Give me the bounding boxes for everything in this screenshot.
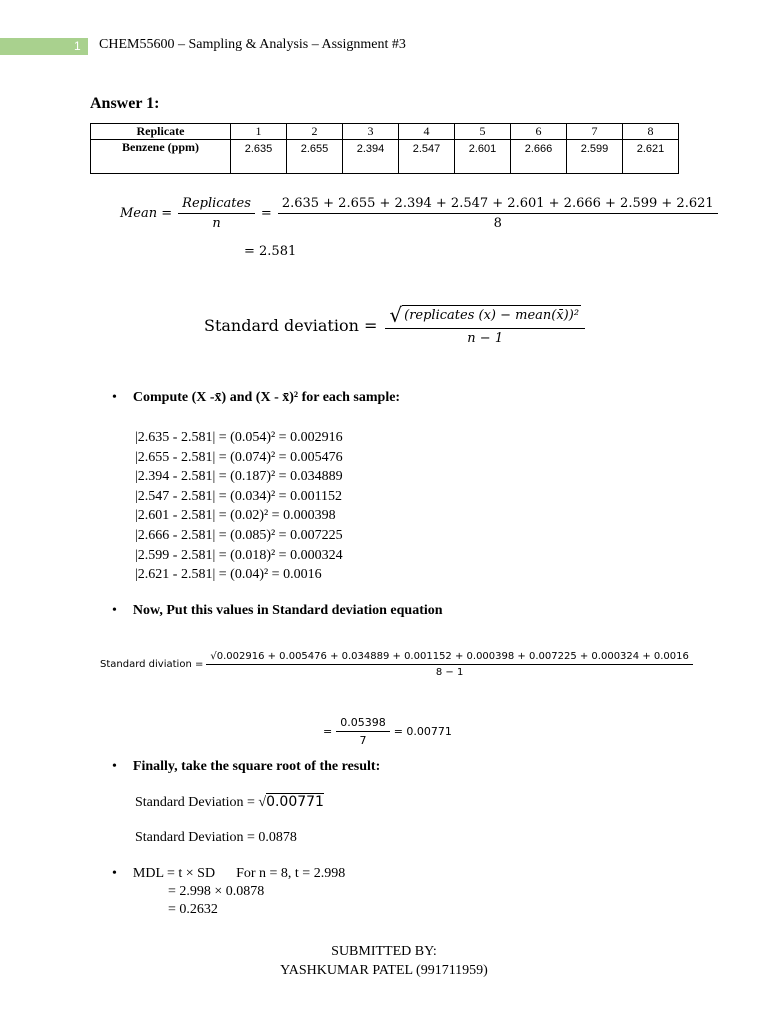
equals-sign: = [260, 206, 272, 221]
bullet-icon: • [112, 759, 117, 774]
sd-step-equation [323, 716, 452, 747]
benzene-value-cell: 2.621 [623, 140, 679, 174]
bullet-put-values [112, 603, 443, 619]
replicate-cell: 8 [623, 124, 679, 140]
sd-division-lhs: Standard diviation = [100, 659, 204, 670]
calc-line: |2.666 - 2.581| = (0.085)² = 0.007225 [135, 527, 343, 543]
bullet-finally [112, 759, 380, 775]
replicate-cell: 7 [567, 124, 623, 140]
benzene-value-cell: 2.599 [567, 140, 623, 174]
mdl-step: = 2.998 × 0.0878 [168, 884, 265, 899]
submitted-block [0, 942, 768, 980]
sd-step-denominator: 7 [359, 734, 367, 747]
benzene-value-cell: 2.655 [287, 140, 343, 174]
calc-line: |2.621 - 2.581| = (0.04)² = 0.0016 [135, 567, 322, 583]
sd-formula-fraction [385, 305, 585, 346]
sd-step-fraction [336, 716, 390, 747]
replicate-cell: 4 [399, 124, 455, 140]
sd-step-numerator: 0.05398 [336, 716, 390, 732]
final-sqrt-line [135, 794, 324, 811]
replicate-cell: 2 [287, 124, 343, 140]
mdl-step: = 0.2632 [168, 902, 218, 917]
bullet-compute-text: Compute (X -x̄) and (X - x̄)² for each sample: [132, 390, 401, 405]
replicate-cell: 6 [511, 124, 567, 140]
mean-sum-denominator: 8 [493, 216, 502, 231]
benzene-value-cell: 2.547 [399, 140, 455, 174]
calc-list [135, 428, 343, 585]
bullet-mdl [112, 866, 345, 882]
sd-formula [204, 305, 585, 346]
sd-formula-lhs: Standard deviation = [204, 316, 378, 335]
sd-division-denominator: 8 − 1 [435, 667, 464, 678]
final-sd-result: Standard Deviation = 0.0878 [135, 830, 297, 845]
benzene-value-cell: 2.601 [455, 140, 511, 174]
calc-line: |2.394 - 2.581| = (0.187)² = 0.034889 [135, 469, 343, 485]
benzene-value-cell: 2.394 [343, 140, 399, 174]
submitted-by-label: SUBMITTED BY: [331, 944, 437, 959]
final-sqrt-value: 0.00771 [266, 794, 324, 810]
replicate-cell: 3 [343, 124, 399, 140]
sd-step-eq: = [323, 725, 333, 738]
answer-heading: Answer 1: [90, 95, 160, 112]
bullet-icon: • [112, 390, 117, 405]
mean-result: = 2.581 [244, 244, 297, 259]
submitter-name: YASHKUMAR PATEL (991711959) [280, 963, 488, 978]
mean-sum-fraction [278, 196, 718, 231]
benzene-value-cell: 2.635 [231, 140, 287, 174]
bullet-mdl-text: MDL = t × SD For n = 8, t = 2.998 [132, 866, 346, 881]
header-title: CHEM55600 – Sampling & Analysis – Assignment #3 [99, 37, 406, 52]
mean-frac-denominator: n [212, 216, 221, 231]
bullet-icon: • [112, 866, 117, 881]
replicate-cell: 5 [455, 124, 511, 140]
calc-line: |2.599 - 2.581| = (0.018)² = 0.000324 [135, 547, 343, 563]
sd-division-fraction [206, 651, 693, 678]
mean-frac-numerator: Replicates [178, 196, 255, 214]
sd-step-result: = 0.00771 [393, 725, 452, 738]
table-row-replicate [91, 124, 679, 140]
benzene-value-cell: 2.666 [511, 140, 567, 174]
mean-equation [120, 196, 718, 231]
calc-line: |2.547 - 2.581| = (0.034)² = 0.001152 [135, 488, 343, 504]
bullet-put-values-text: Now, Put this values in Standard deviation equation [132, 603, 443, 618]
replicate-cell: 1 [231, 124, 287, 140]
sqrt-symbol: √ (replicates (x) − mean(x̄))² [389, 303, 580, 327]
sd-division-numerator: 0.002916 + 0.005476 + 0.034889 + 0.001152 + 0.000398 + 0.007225 + 0.000324 + 0.0016 [216, 651, 689, 662]
table-row-benzene [91, 140, 679, 174]
sd-formula-numerator: (replicates (x) − mean(x̄))² [402, 305, 581, 323]
bullet-compute [112, 390, 400, 406]
mean-lhs: Mean = [120, 206, 173, 221]
calc-line: |2.635 - 2.581| = (0.054)² = 0.002916 [135, 430, 343, 445]
calc-line: |2.601 - 2.581| = (0.02)² = 0.000398 [135, 508, 336, 524]
bullet-finally-text: Finally, take the square root of the result: [132, 759, 381, 774]
sd-division-equation [100, 651, 693, 678]
table-header-benzene: Benzene (ppm) [91, 140, 231, 174]
sd-formula-denominator: n − 1 [467, 331, 504, 346]
sqrt-symbol: √ [258, 795, 267, 810]
calc-line: |2.655 - 2.581| = (0.074)² = 0.005476 [135, 449, 343, 465]
final-sqrt-label: Standard Deviation = [135, 795, 259, 810]
sqrt-symbol: √ [210, 651, 217, 662]
bullet-icon: • [112, 603, 117, 618]
page-number: 1 [74, 39, 81, 53]
table-header-replicate: Replicate [91, 124, 231, 140]
benzene-table [90, 123, 679, 174]
mean-symbolic-fraction [178, 196, 255, 231]
mean-sum-numerator: 2.635 + 2.655 + 2.394 + 2.547 + 2.601 + 2.666 + 2.599 + 2.621 [278, 196, 718, 214]
